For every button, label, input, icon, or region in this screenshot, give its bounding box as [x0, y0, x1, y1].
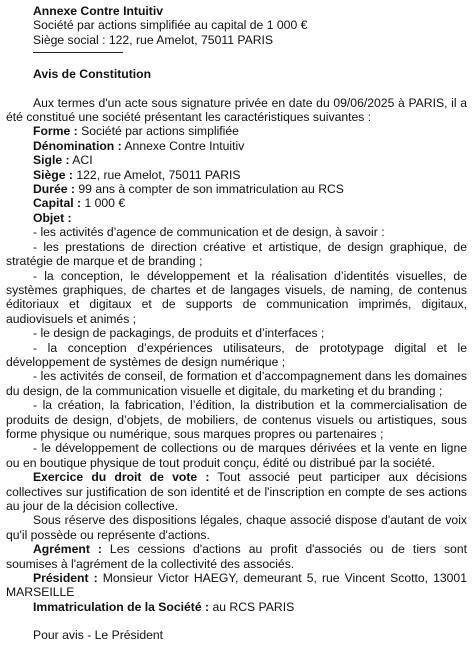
president-value: Monsieur Victor HAEGY, demeurant 5, rue Vincent Scotto, 13001 MARSEILLE	[6, 571, 467, 600]
vote-label: Exercice du droit de vote :	[33, 470, 210, 485]
notice-title: Avis de Constitution	[33, 67, 152, 82]
capital-label: Capital :	[33, 196, 82, 211]
objet-item: - les activités de conseil, de formation et d’accompagnement dans les domaines du design, de la communication visuelle et digitale, du marketing et du branding ;	[6, 369, 467, 398]
sigle-label: Sigle :	[33, 153, 70, 168]
spacer	[6, 614, 467, 628]
sigle-row	[33, 153, 467, 167]
duree-value: 99 ans à compter de son immatriculation au RCS	[75, 182, 344, 197]
sigle-value: ACI	[69, 153, 93, 168]
forme-label: Forme :	[33, 124, 78, 139]
objet-items	[6, 225, 467, 470]
siege-row	[33, 168, 467, 182]
objet-item: - la conception d’expériences utilisateurs, de prototypage digital et le développement de systèmes de design numérique ;	[6, 340, 467, 369]
address-line: Siège social : 122, rue Amelot, 75011 PARIS	[33, 32, 274, 47]
header-block	[6, 4, 467, 47]
president-paragraph	[6, 571, 467, 600]
characteristics-list	[6, 124, 467, 225]
immatriculation-value: au RCS PARIS	[209, 599, 295, 614]
objet-item: - les prestations de direction créative et artistique, de design graphique, de stratégie de marque et de branding ;	[6, 239, 467, 269]
separator-rule	[33, 52, 123, 53]
capital-value: 1 000 €	[81, 196, 126, 211]
capital-row	[33, 196, 467, 210]
agrement-value: Les cessions d'actions au profit d'associés ou de tiers sont soumises à l'agrément de la collectivité des associés.	[6, 542, 467, 571]
objet-item: - la création, la fabrication, l’édition, la distribution et la commercialisation de produits de design, d’objets, de mobiliers, de contenus visuels ou artistiques, sous forme physique ou numérique, sous marques propres ou partenaires ;	[6, 398, 467, 441]
capital-line: Société par actions simplifiée au capital de 1 000 €	[33, 18, 308, 33]
objet-label: Objet :	[33, 210, 72, 225]
spacer	[6, 82, 467, 96]
immatriculation-label: Immatriculation de la Société :	[33, 599, 210, 614]
forme-value: Société par actions simplifiée	[77, 124, 239, 139]
siege-label: Siège :	[33, 167, 73, 182]
vote-paragraph-2: Sous réserve des dispositions légales, chaque associé dispose d'autant de voix qu'il possède ou représente d'actions.	[6, 513, 467, 542]
vote-value: Tout associé peut participer aux décisions collectives sur justification de son identité et de l'inscription en compte de ses actions au jour de la décision collective.	[6, 470, 467, 513]
denomination-label: Dénomination :	[33, 138, 122, 153]
immatriculation-paragraph	[6, 600, 467, 614]
agrement-paragraph	[6, 542, 467, 571]
company-name: Annexe Contre Intuitiv	[33, 4, 164, 18]
objet-item: - les activités d’agence de communication et de design, à savoir :	[33, 225, 385, 240]
agrement-label: Agrément :	[33, 542, 102, 557]
vote-paragraph	[6, 470, 467, 513]
duree-row	[33, 182, 467, 196]
denomination-row	[33, 139, 467, 153]
closing-signature: Pour avis - Le Président	[33, 628, 164, 643]
objet-item: - la conception, le développement et la réalisation d’identités visuelles, de systèmes graphiques, de chartes et de langages visuels, de naming, de contenus éditoriaux et digitaux et de supports de communication imprimés, digitaux, audiovisuels et animés ;	[6, 268, 467, 326]
objet-item: - le design de packagings, de produits et d’interfaces ;	[33, 326, 325, 341]
denomination-value: Annexe Contre Intuitiv	[121, 138, 245, 153]
president-label: Président :	[33, 571, 98, 586]
objet-item: - le développement de collections ou de marques dérivées et la vente en ligne ou en boutique physique de tout produit conçu, édité ou distribué par la société.	[6, 441, 467, 470]
siege-value: 122, rue Amelot, 75011 PARIS	[72, 167, 241, 182]
forme-row	[33, 124, 467, 138]
duree-label: Durée :	[33, 182, 75, 197]
intro-paragraph: Aux termes d'un acte sous signature privée en date du 09/06/2025 à PARIS, il a été constitué une société présentant les caractéristiques suivantes :	[6, 95, 467, 125]
